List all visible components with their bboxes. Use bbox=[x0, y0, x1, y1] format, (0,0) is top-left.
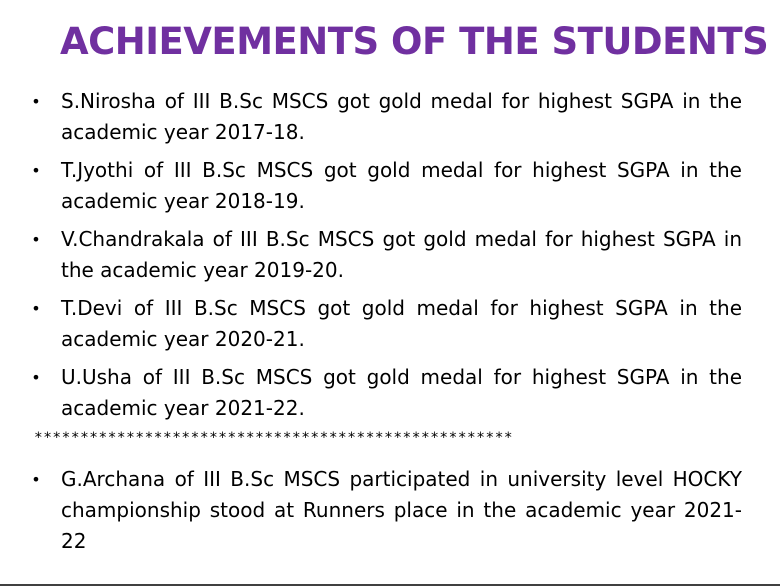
achievement-text: S.Nirosha of III B.Sc MSCS got gold medal for highest SGPA in the academic year 2017-18. bbox=[61, 89, 742, 144]
bullet-icon: • bbox=[31, 161, 41, 180]
sports-item bbox=[30, 464, 742, 557]
asterisk-separator: **************************************************** bbox=[34, 430, 514, 446]
achievement-text: V.Chandrakala of III B.Sc MSCS got gold medal for highest SGPA in the academic year 2019-20. bbox=[61, 227, 742, 282]
bullet-icon: • bbox=[31, 368, 41, 387]
achievement-text: T.Devi of III B.Sc MSCS got gold medal for highest SGPA in the academic year 2020-21. bbox=[61, 296, 742, 351]
sports-list bbox=[30, 464, 742, 564]
bullet-icon: • bbox=[31, 230, 41, 249]
achievements-list bbox=[30, 86, 742, 431]
bullet-icon: • bbox=[31, 470, 41, 489]
achievement-text: U.Usha of III B.Sc MSCS got gold medal for highest SGPA in the academic year 2021-22. bbox=[61, 365, 742, 420]
achievement-text: T.Jyothi of III B.Sc MSCS got gold medal for highest SGPA in the academic year 2018-19. bbox=[61, 158, 742, 213]
achievement-item bbox=[30, 86, 742, 148]
sports-text: G.Archana of III B.Sc MSCS participated in university level HOCKY championship stood at Runners place in the academic year 2021-22 bbox=[61, 467, 742, 553]
achievement-item bbox=[30, 155, 742, 217]
achievement-item bbox=[30, 293, 742, 355]
slide-title: ACHIEVEMENTS OF THE STUDENTS bbox=[60, 20, 769, 63]
achievement-item bbox=[30, 362, 742, 424]
achievement-item bbox=[30, 224, 742, 286]
bullet-icon: • bbox=[31, 299, 41, 318]
bullet-icon: • bbox=[31, 92, 41, 111]
